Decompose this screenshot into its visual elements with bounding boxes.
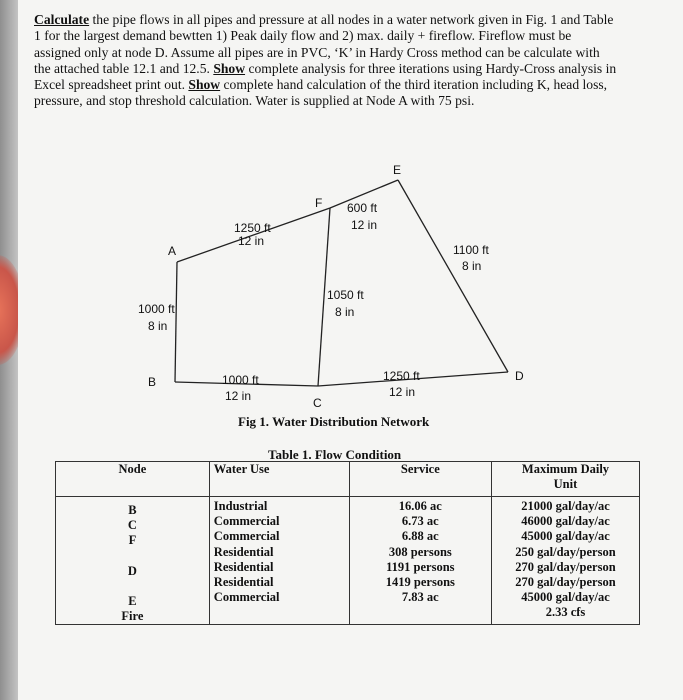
pipe-fe-diameter: 12 in: [351, 218, 378, 232]
pipe-bc-diameter: 12 in: [225, 389, 252, 403]
pipe-bc-length: 1000 ft: [222, 373, 259, 387]
node-c-label: C: [313, 396, 322, 410]
node-d-label: D: [515, 369, 524, 383]
keyword-show-1: Show: [213, 60, 246, 76]
pipe-af-length: 1250 ft: [234, 221, 271, 235]
header-service: Service: [349, 462, 491, 497]
problem-text-2: complete analysis for three iterations using Hardy-Cross analysis in Excel spreadsheet print out.: [34, 60, 617, 93]
pipe-fc-length: 1050 ft: [327, 288, 364, 302]
node-a-label: A: [168, 244, 177, 258]
problem-text-1: the pipe flows in all pipes and pressure at all nodes in a water network given in Fig. 1 and Table 1 for the largest demand bewtten 1) Peak daily flow and 2) max. daily + fireflow. Fireflow must be assigned only at node D. Assume all pipes are in PVC, ‘K’ in Hardy Cross method can be calculate with the attached table 12.1 and 12.5.: [34, 12, 614, 76]
pipe-af-diameter: 12 in: [238, 234, 265, 248]
figure-caption: Fig 1. Water Distribution Network: [238, 414, 430, 429]
header-water-use: Water Use: [209, 462, 349, 497]
pipe-fc-diameter: 8 in: [335, 305, 355, 319]
keyword-show-2: Show: [188, 77, 221, 93]
problem-text-3: complete hand calculation of the third iteration including K, head loss, pressure, and stop threshold calculation. Water is supplied at Node A with 75 psi.: [34, 77, 608, 109]
pipe-cd-diameter: 12 in: [389, 385, 416, 399]
water-use-column: Industrial Commercial Commercial Residential Residential Residential Commercial: [209, 497, 349, 625]
pipe-cd-length: 1250 ft: [383, 369, 420, 383]
pipe-ed-diameter: 8 in: [462, 259, 482, 273]
header-node: Node: [56, 462, 210, 497]
keyword-calculate: Calculate: [34, 12, 90, 27]
pipe-e-d: [398, 180, 508, 372]
table-title: Table 1. Flow Condition: [268, 447, 402, 462]
pipe-fe-length: 600 ft: [347, 201, 378, 215]
service-column: 16.06 ac 6.73 ac 6.88 ac 308 persons 1191 persons 1419 persons 7.83 ac: [349, 497, 491, 625]
header-max-daily: Maximum Daily Unit: [491, 462, 639, 497]
pipe-ab-length: 1000 ft: [138, 302, 175, 316]
pipe-ed-length: 1100 ft: [453, 243, 489, 257]
pipe-a-b: [175, 262, 177, 382]
node-e-label: E: [393, 163, 402, 177]
flow-condition-table: [55, 461, 640, 625]
node-column: B C F D E Fire: [56, 497, 210, 625]
table-header-row: [56, 462, 640, 497]
node-b-label: B: [148, 375, 157, 389]
max-daily-column: 21000 gal/day/ac 46000 gal/day/ac 45000 gal/day/ac 250 gal/day/person 270 gal/day/person 270 gal/day/person 45000 gal/day/ac 2.33 cfs: [491, 497, 639, 625]
pipe-ab-diameter: 8 in: [148, 319, 168, 333]
node-f-label: F: [315, 196, 323, 210]
table-body-row: [56, 497, 640, 625]
